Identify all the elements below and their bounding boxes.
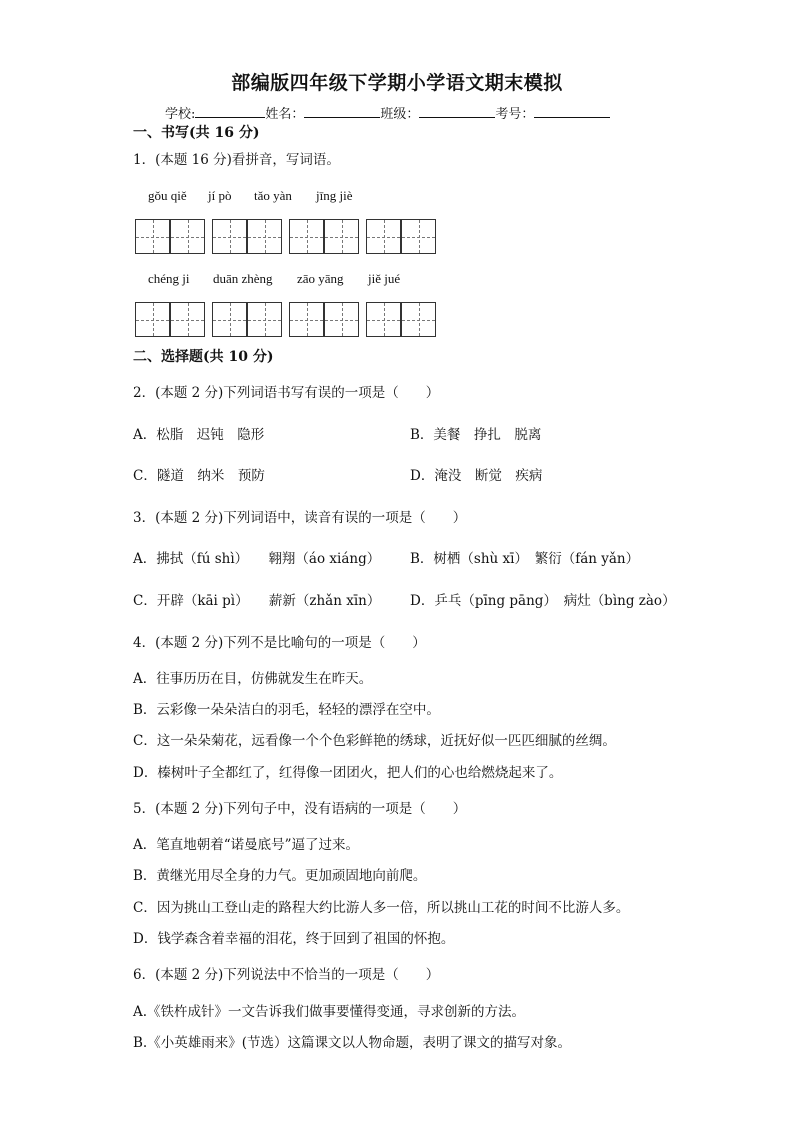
q1-stem: 1．(本题 16 分)看拼音，写词语。 (133, 152, 340, 168)
q5-stem: 5．(本题 2 分)下列句子中，没有语病的一项是（ ） (133, 801, 467, 817)
exam-no-label: 考号： (495, 107, 535, 122)
class-label: 班级： (380, 107, 420, 122)
q4-option-c[interactable]: C．这一朵朵菊花，远看像一个个色彩鲜艳的绣球，近抚好似一匹匹细腻的丝绸。 (133, 733, 616, 749)
q1-pinyin-1: gǒu qiě (148, 188, 187, 203)
q1-pinyin-3: tǎo yàn (254, 188, 292, 203)
writing-box[interactable] (212, 302, 247, 337)
writing-box[interactable] (247, 302, 282, 337)
q5-option-d[interactable]: D．钱学森含着幸福的泪花，终于回到了祖国的怀抱。 (133, 931, 455, 947)
writing-box[interactable] (401, 302, 436, 337)
section-1-heading: 一、书写(共 16 分) (133, 125, 260, 141)
school-blank[interactable] (195, 105, 265, 118)
writing-box[interactable] (366, 302, 401, 337)
q1-pinyin-4: jīng jiè (316, 188, 353, 203)
writing-box[interactable] (135, 219, 170, 254)
school-label: 学校: (165, 107, 196, 122)
q4-stem: 4．(本题 2 分)下列不是比喻句的一项是（ ） (133, 635, 426, 651)
q2-option-b[interactable]: B．美餐 挣扎 脱离 (410, 427, 542, 443)
q4-option-b[interactable]: B．云彩像一朵朵洁白的羽毛，轻轻的漂浮在空中。 (133, 702, 440, 718)
writing-box[interactable] (170, 302, 205, 337)
q1-pinyin-7: zāo yāng (297, 271, 344, 286)
q1-pinyin-5: chéng ji (148, 271, 190, 286)
q6-option-b[interactable]: B.《小英雄雨来》(节选）这篇课文以人物命题，表明了课文的描写对象。 (133, 1035, 571, 1051)
q3-option-b[interactable]: B．树栖（shù xī） 繁衍（fán yǎn） (410, 551, 640, 567)
q4-option-d[interactable]: D．榛树叶子全都红了，红得像一团团火，把人们的心也给燃烧起来了。 (133, 765, 563, 781)
q2-option-a[interactable]: A．松脂 迟钝 隐形 (133, 427, 265, 443)
writing-box[interactable] (366, 219, 401, 254)
student-info-line (165, 103, 610, 122)
q3-stem: 3．(本题 2 分)下列词语中，读音有误的一项是（ ） (133, 510, 467, 526)
page-title: 部编版四年级下学期小学语文期末模拟 (231, 72, 563, 94)
writing-box[interactable] (324, 219, 359, 254)
q2-stem: 2．(本题 2 分)下列词语书写有误的一项是（ ） (133, 385, 440, 401)
writing-box[interactable] (324, 302, 359, 337)
q5-option-b[interactable]: B．黄继光用尽全身的力气。更加顽固地向前爬。 (133, 868, 427, 884)
q4-option-a[interactable]: A．往事历历在目，仿佛就发生在昨天。 (133, 671, 373, 687)
writing-box[interactable] (289, 219, 324, 254)
q6-stem: 6．(本题 2 分)下列说法中不恰当的一项是（ ） (133, 967, 440, 983)
q1-pinyin-2: jí pò (208, 188, 232, 203)
writing-box[interactable] (135, 302, 170, 337)
writing-box[interactable] (212, 219, 247, 254)
exam-no-blank[interactable] (534, 105, 610, 118)
q5-option-a[interactable]: A．笔直地朝着“诺曼底号”逼了过来。 (133, 837, 360, 853)
writing-box[interactable] (289, 302, 324, 337)
section-2-heading: 二、选择题(共 10 分) (133, 349, 274, 365)
q2-option-c[interactable]: C．隧道 纳米 预防 (133, 468, 265, 484)
writing-box[interactable] (170, 219, 205, 254)
name-blank[interactable] (304, 105, 380, 118)
class-blank[interactable] (419, 105, 495, 118)
q5-option-c[interactable]: C．因为挑山工登山走的路程大约比游人多一倍，所以挑山工花的时间不比游人多。 (133, 900, 630, 916)
q2-option-d[interactable]: D．淹没 断觉 疾病 (410, 468, 543, 484)
writing-box[interactable] (247, 219, 282, 254)
name-label: 姓名： (265, 107, 305, 122)
q6-option-a[interactable]: A.《铁杵成针》一文告诉我们做事要懂得变通，寻求创新的方法。 (133, 1004, 526, 1020)
q1-pinyin-6: duān zhèng (213, 271, 273, 286)
q3-option-a[interactable]: A．拂拭（fú shì） 翱翔（áo xiáng） (133, 551, 381, 567)
q3-option-d[interactable]: D．乒乓（pīng pāng） 病灶（bìng zào） (410, 593, 676, 609)
q3-option-c[interactable]: C．开辟（kāi pì） 薪新（zhǎn xīn） (133, 593, 381, 609)
q1-pinyin-8: jiě jué (368, 271, 401, 286)
writing-box[interactable] (401, 219, 436, 254)
